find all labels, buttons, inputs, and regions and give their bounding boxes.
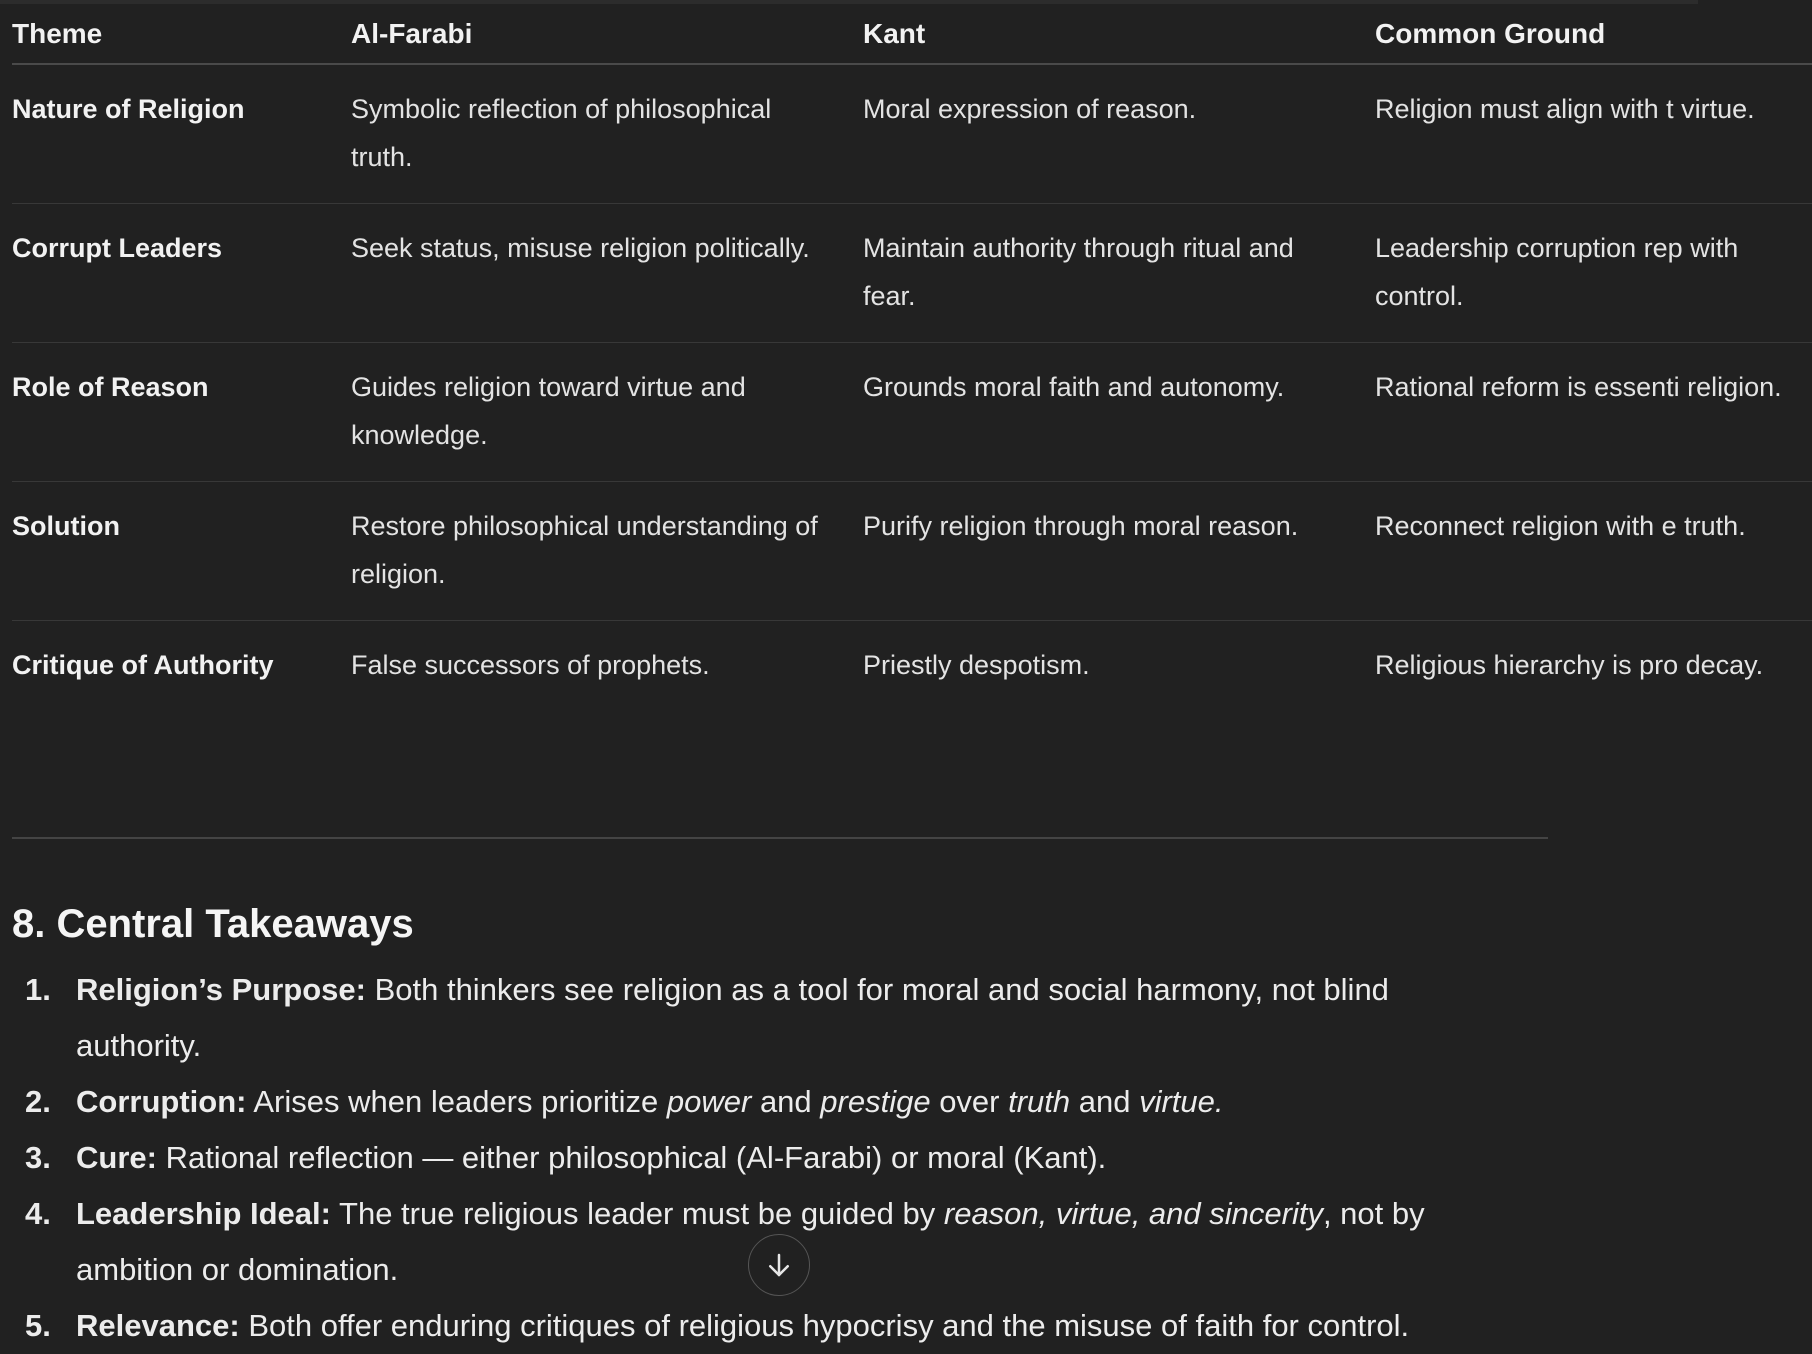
cell-common-ground: Rational reform is essenti religion. [1375, 343, 1812, 482]
cell-kant: Grounds moral faith and autonomy. [863, 343, 1375, 482]
table-row [12, 204, 1812, 343]
cell-kant: Maintain authority through ritual and fear. [863, 204, 1375, 343]
item-label: Relevance: [76, 1308, 240, 1343]
item-emphasis: reason, virtue, and sincerity [943, 1196, 1323, 1231]
cell-kant: Priestly despotism. [863, 650, 1090, 680]
item-text: , not by ambition or domination. [76, 1196, 1425, 1287]
item-text: The true religious leader must be guided by [330, 1196, 944, 1231]
item-emphasis: power [666, 1084, 752, 1119]
header-al-farabi: Al-Farabi [351, 4, 863, 64]
item-text: and [751, 1084, 821, 1119]
header-common-ground: Common Ground [1375, 4, 1812, 64]
item-label: Cure: [76, 1140, 157, 1175]
cell-kant: Moral expression of reason. [863, 64, 1375, 204]
item-text: Both offer enduring critiques of religious hypocrisy and the misuse of faith for control. [239, 1308, 1410, 1343]
item-text: Arises when leaders prioritize [246, 1084, 667, 1119]
list-number: 5. [25, 1308, 51, 1343]
comparison-table [12, 4, 1812, 769]
list-item [12, 1298, 1512, 1354]
table-row [12, 621, 1812, 770]
item-label: Corruption: [76, 1084, 247, 1119]
list-item [12, 1074, 1512, 1130]
cell-theme: Corrupt Leaders [12, 204, 351, 343]
scroll-to-bottom-button[interactable] [748, 1234, 810, 1296]
cell-al-farabi: Restore philosophical understanding of religion. [351, 482, 863, 621]
item-emphasis: truth [1008, 1084, 1071, 1119]
item-emphasis: prestige [820, 1084, 931, 1119]
table-row [12, 343, 1812, 482]
item-label: Leadership Ideal: [76, 1196, 331, 1231]
list-item [12, 1130, 1512, 1186]
item-text: Rational reflection — either philosophical (Al-Farabi) or moral (Kant). [156, 1140, 1107, 1175]
list-number: 2. [25, 1084, 51, 1119]
list-item [12, 962, 1512, 1074]
item-text: over [930, 1084, 1009, 1119]
cell-common-ground: Religion must align with t virtue. [1375, 64, 1812, 204]
item-emphasis: virtue. [1139, 1084, 1224, 1119]
table-row [12, 482, 1812, 621]
cell-common-ground: Reconnect religion with e truth. [1375, 482, 1812, 621]
cell-theme: Critique of Authority [12, 650, 274, 680]
item-text: Both thinkers see religion as a tool for moral and social harmony, not blind authority. [76, 972, 1389, 1063]
cell-theme: Role of Reason [12, 343, 351, 482]
item-label: Religion’s Purpose: [76, 972, 366, 1007]
list-number: 1. [25, 972, 51, 1007]
cell-common-ground: Leadership corruption rep with control. [1375, 204, 1812, 343]
item-text: and [1070, 1084, 1140, 1119]
section-title: 8. Central Takeaways [12, 902, 414, 946]
table-header-row [12, 4, 1812, 64]
comparison-table-container[interactable] [12, 4, 1782, 769]
cell-common-ground: Religious hierarchy is pro decay. [1375, 650, 1764, 680]
cell-al-farabi: Symbolic reflection of philosophical truth. [351, 64, 863, 204]
list-number: 3. [25, 1140, 51, 1175]
header-theme: Theme [12, 4, 351, 64]
list-number: 4. [25, 1196, 51, 1231]
cell-theme: Nature of Religion [12, 64, 351, 204]
cell-al-farabi: Seek status, misuse religion politically. [351, 204, 863, 343]
header-kant: Kant [863, 4, 1375, 64]
cell-kant: Purify religion through moral reason. [863, 482, 1375, 621]
cell-al-farabi: False successors of prophets. [351, 650, 710, 680]
arrow-down-icon [764, 1250, 794, 1280]
cell-al-farabi: Guides religion toward virtue and knowledge. [351, 343, 863, 482]
takeaways-list [12, 962, 1512, 1354]
section-divider [12, 837, 1548, 839]
table-row [12, 64, 1812, 204]
cell-theme: Solution [12, 482, 351, 621]
